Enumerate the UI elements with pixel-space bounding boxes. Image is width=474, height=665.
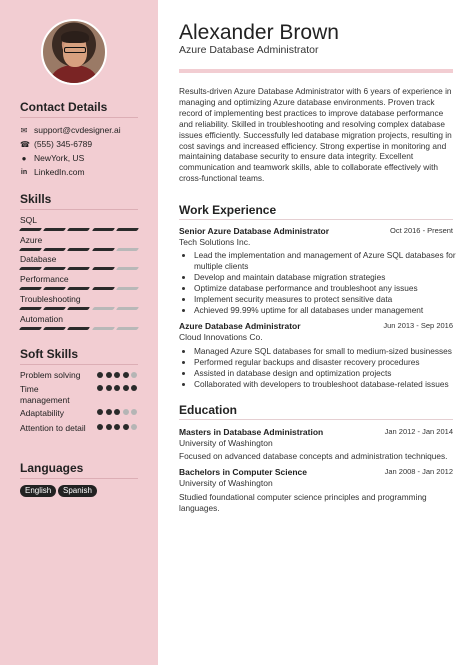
skill-level-segment — [67, 307, 90, 310]
job-bullet: • Collaborated with developers to troubleshoot database-related issues — [194, 379, 456, 390]
skill-label: Azure — [20, 234, 43, 245]
language-badge: Spanish — [58, 485, 97, 497]
skill-level-segment — [92, 287, 115, 290]
job-title: Senior Azure Database Administrator — [179, 226, 330, 236]
work-experience-title: Work Experience — [179, 203, 277, 217]
skill-level-bar — [20, 248, 138, 251]
rating-dot — [123, 385, 129, 391]
rating-dot — [97, 372, 103, 378]
divider — [179, 419, 453, 420]
soft-skill-rating — [97, 372, 137, 378]
education-dates: Jan 2008 - Jan 2012 — [384, 467, 453, 476]
skill-level-bar — [20, 307, 138, 310]
divider — [20, 364, 138, 365]
phone-icon: ☎ — [20, 139, 30, 149]
contact-linkedin[interactable] — [20, 167, 85, 177]
job-bullet: • Achieved 99.99% uptime for all databases under management — [194, 305, 456, 316]
candidate-role: Azure Database Administrator — [179, 44, 319, 56]
rating-dot — [131, 372, 137, 378]
skill-level-segment — [116, 228, 139, 231]
school-name: University of Washington — [179, 478, 273, 488]
rating-dot — [97, 409, 103, 415]
skill-level-segment — [92, 228, 115, 231]
soft-skill-label: Time management — [20, 384, 70, 405]
job-bullet: • Optimize database performance and troubleshoot any issues — [194, 283, 456, 294]
rating-dot — [114, 385, 120, 391]
degree-title: Bachelors in Computer Science — [179, 467, 308, 477]
divider — [20, 478, 138, 479]
skill-level-segment — [43, 307, 66, 310]
job-bullets — [194, 346, 456, 390]
soft-skill-label: Adaptability — [20, 408, 64, 418]
job-bullets — [194, 250, 456, 315]
email-icon: ✉ — [20, 125, 28, 135]
soft-skill-rating — [97, 385, 137, 391]
contact-phone-text: (555) 345-6789 — [34, 139, 93, 149]
job-bullet: • Implement security measures to protect sensitive data — [194, 294, 456, 305]
linkedin-icon: in — [20, 168, 28, 176]
skill-level-segment — [92, 307, 115, 310]
rating-dot — [106, 385, 112, 391]
rating-dot — [114, 372, 120, 378]
soft-skill-label: Problem solving — [20, 370, 81, 380]
skill-label: Troubleshooting — [20, 293, 81, 304]
rating-dot — [131, 424, 137, 430]
skill-level-segment — [19, 228, 42, 231]
rating-dot — [131, 385, 137, 391]
summary-paragraph: Results-driven Azure Database Administrator with 6 years of experience in managing and optimizing Azure database environments. Proven track record of implementing best practices to improve database performance and reliability. Skilled in troubleshooting and resolving complex database issues efficiently. Successfully led database migration projects, resulting in cost savings and increased efficiency. Strong expertise in monitoring and maintaining database security to ensure data integrity. Excellent communication and teamwork skills, able to collaborate effectively with cross-functional teams. — [179, 86, 452, 184]
skill-level-segment — [116, 248, 139, 251]
skill-label: Performance — [20, 274, 69, 285]
skill-label: Database — [20, 254, 57, 265]
job-bullet: • Lead the implementation and management of Azure SQL databases for multiple clients — [194, 250, 456, 272]
contact-linkedin-text: LinkedIn.com — [34, 167, 85, 177]
job-dates: Oct 2016 - Present — [390, 226, 453, 235]
contact-phone[interactable] — [20, 139, 92, 149]
education-description: Studied foundational computer science principles and programming languages. — [179, 492, 427, 513]
rating-dot — [123, 372, 129, 378]
location-icon: ● — [21, 153, 27, 163]
education-description: Focused on advanced database concepts and administration techniques. — [179, 451, 448, 461]
education-title: Education — [179, 403, 238, 417]
rating-dot — [97, 424, 103, 430]
job-title: Azure Database Administrator — [179, 321, 301, 331]
contact-email-text: support@cvdesigner.ai — [34, 125, 121, 135]
skill-level-segment — [67, 267, 90, 270]
skill-level-bar — [20, 327, 138, 330]
soft-skill-label: Attention to detail — [20, 423, 86, 433]
skill-level-segment — [116, 267, 139, 270]
rating-dot — [123, 424, 129, 430]
education-dates: Jan 2012 - Jan 2014 — [384, 427, 453, 436]
rating-dot — [97, 385, 103, 391]
skill-level-segment — [19, 248, 42, 251]
contact-location-text: NewYork, US — [34, 153, 85, 163]
degree-title: Masters in Database Administration — [179, 427, 324, 437]
divider — [20, 117, 138, 118]
skill-level-segment — [67, 228, 90, 231]
divider — [20, 209, 138, 210]
skill-level-segment — [19, 267, 42, 270]
soft-skill-rating — [97, 409, 137, 415]
skill-level-segment — [43, 327, 66, 330]
job-bullet: • Managed Azure SQL databases for small to medium-sized businesses — [194, 346, 456, 357]
job-company: Tech Solutions Inc. — [179, 237, 251, 247]
school-name: University of Washington — [179, 438, 273, 448]
rating-dot — [114, 424, 120, 430]
skill-level-bar — [20, 287, 138, 290]
languages-title: Languages — [20, 461, 84, 475]
sidebar — [0, 0, 158, 665]
rating-dot — [131, 409, 137, 415]
rating-dot — [106, 424, 112, 430]
contact-email[interactable] — [20, 125, 121, 135]
header-accent-bar — [179, 69, 453, 73]
skill-level-segment — [116, 287, 139, 290]
contact-details-title: Contact Details — [20, 100, 108, 114]
skill-label: SQL — [20, 215, 38, 225]
skill-level-segment — [43, 287, 66, 290]
soft-skill-rating — [97, 424, 137, 430]
skill-level-segment — [43, 248, 66, 251]
rating-dot — [114, 409, 120, 415]
skill-level-segment — [43, 228, 66, 231]
skills-title: Skills — [20, 192, 52, 206]
rating-dot — [123, 409, 129, 415]
candidate-name: Alexander Brown — [179, 21, 339, 44]
job-bullet: • Assisted in database design and optimization projects — [194, 368, 456, 379]
skill-level-segment — [43, 267, 66, 270]
skill-level-segment — [19, 287, 42, 290]
rating-dot — [106, 372, 112, 378]
skill-level-segment — [67, 287, 90, 290]
skill-level-segment — [116, 327, 139, 330]
skill-level-bar — [20, 267, 138, 270]
language-badge: English — [20, 485, 56, 497]
divider — [179, 219, 453, 220]
avatar — [41, 19, 107, 85]
job-company: Cloud Innovations Co. — [179, 332, 263, 342]
skill-level-bar — [20, 228, 138, 231]
contact-location — [20, 153, 84, 163]
skill-level-segment — [67, 248, 90, 251]
skill-level-segment — [92, 327, 115, 330]
job-bullet: • Performed regular backups and disaster recovery procedures — [194, 357, 456, 368]
skill-level-segment — [67, 327, 90, 330]
skill-label: Automation — [20, 313, 63, 324]
skill-level-segment — [92, 248, 115, 251]
skill-level-segment — [116, 307, 139, 310]
soft-skills-title: Soft Skills — [20, 347, 79, 361]
skill-level-segment — [19, 307, 42, 310]
skill-level-segment — [19, 327, 42, 330]
rating-dot — [106, 409, 112, 415]
skill-level-segment — [92, 267, 115, 270]
job-dates: Jun 2013 - Sep 2016 — [383, 321, 453, 330]
job-bullet: • Develop and maintain database migration strategies — [194, 272, 456, 283]
